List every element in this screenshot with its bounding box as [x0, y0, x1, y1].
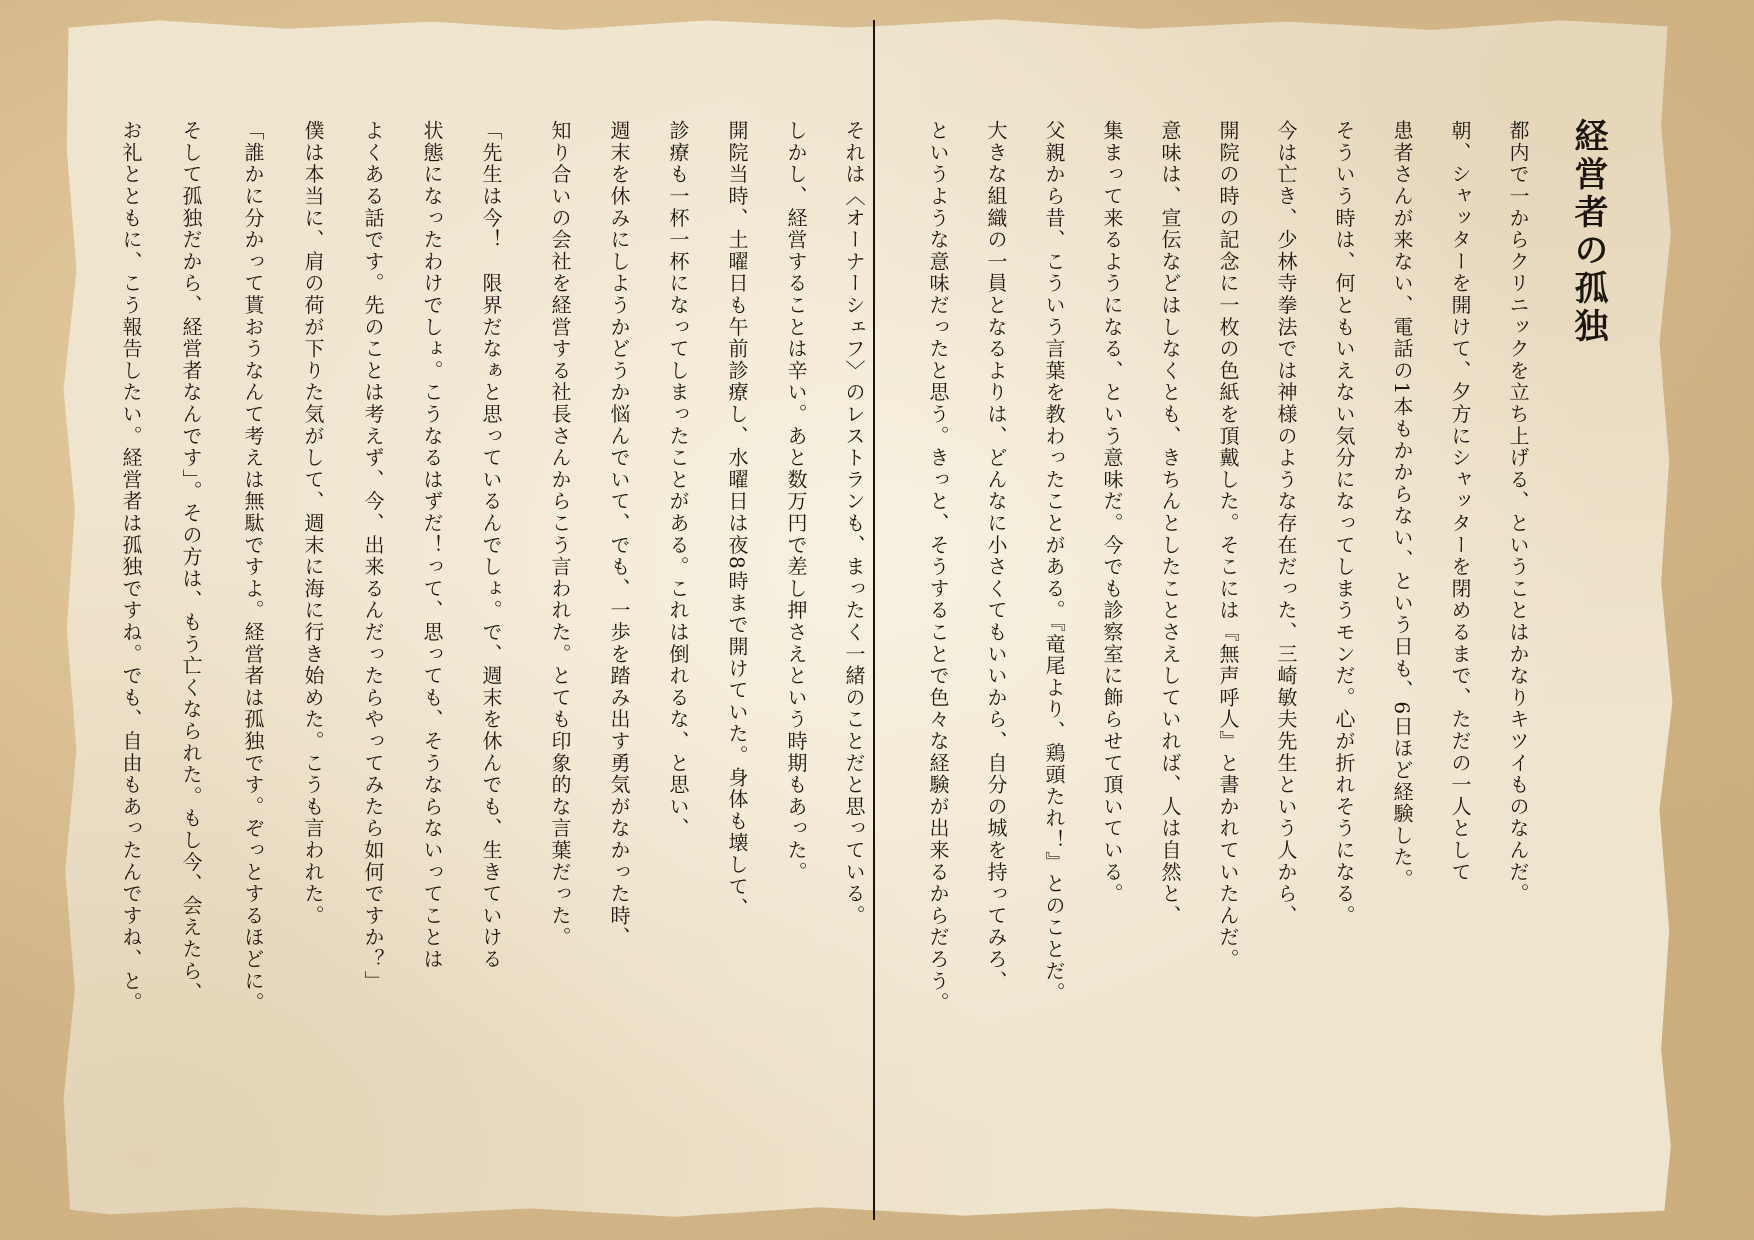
essay-line: 状態になったわけでしょ。こうなるはずだ！って、思っても、そうならないってことは: [420, 120, 444, 971]
essay-line: 「先生は今！ 限界だなぁと思っているんでしょ。で、週末を休んでも、生きていける: [479, 120, 503, 971]
essay-line: 大きな組織の一員となるよりは、どんなに小さくてもいいから、自分の城を持ってみろ、: [984, 120, 1008, 992]
essay-line: そういう時は、何ともいえない気分になってしまうモンだ。心が折れそうになる。: [1332, 120, 1356, 927]
essay-line: 意味は、宣伝などはしなくとも、きちんとしたことさえしていれば、人は自然と、: [1158, 120, 1182, 927]
essay-line: 「誰かに分かって貰おうなんて考えは無駄ですよ。経営者は孤独です。ぞっとするほどに。: [241, 120, 265, 1014]
essay-line: 開院当時、土曜日も午前診療し、水曜日は夜8時まで開けていた。身体も壊して、: [725, 120, 749, 920]
center-divider-line: [873, 20, 875, 1220]
essay-line: 都内で一からクリニックを立ち上げる、ということはかなりキツイものなんだ。: [1506, 120, 1530, 905]
essay-title: 経営者の孤独: [1568, 118, 1608, 346]
essay-line: 今は亡き、少林寺拳法では神様のような存在だった、三崎敏夫先生という人から、: [1274, 120, 1298, 927]
essay-line: というような意味だったと思う。きっと、そうすることで色々な経験が出来るからだろう。: [926, 120, 950, 1014]
essay-line: そして孤独だから、経営者なんです」。その方は、もう亡くなられた。もし今、会えたら、: [179, 120, 203, 1004]
essay-line: よくある話です。先のことは考えず、今、出来るんだったらやってみたら如何ですか？」: [361, 120, 385, 992]
essay-line: それは〈オーナーシェフ〉のレストランも、まったく一緒のことだと思っている。: [842, 120, 866, 927]
essay-line: 診療も一杯一杯になってしまったことがある。これは倒れるな、と思い、: [666, 120, 690, 840]
essay-line: しかし、経営することは辛い。あと数万円で差し押さえという時期もあった。: [784, 120, 808, 883]
essay-line: 開院の時の記念に一枚の色紙を頂戴した。そこには『無声呼人』と書かれていたんだ。: [1216, 120, 1240, 971]
essay-line: 週末を休みにしようかどうか悩んでいて、でも、一歩を踏み出す勇気がなかった時、: [607, 120, 631, 949]
essay-line: 父親から昔、こういう言葉を教わったことがある。『竜尾より、鶏頭たれ！』とのことだ。: [1042, 120, 1066, 1004]
essay-line: お礼とともに、こう報告したい。経営者は孤独ですね。でも、自由もあったんですね、と。: [119, 120, 143, 1014]
essay-line: 患者さんが来ない、電話の1本もかからない、という日も、6日ほど経験した。: [1390, 120, 1414, 891]
essay-line: 朝、シャッターを開けて、夕方にシャッターを閉めるまで、ただの一人として: [1448, 120, 1472, 883]
essay-line: 僕は本当に、肩の荷が下りた気がして、週末に海に行き始めた。こうも言われた。: [301, 120, 325, 927]
essay-line: 集まって来るようになる、という意味だ。今でも診察室に飾らせて頂いている。: [1100, 120, 1124, 905]
essay-line: 知り合いの会社を経営する社長さんからこう言われた。とても印象的な言葉だった。: [548, 120, 572, 949]
